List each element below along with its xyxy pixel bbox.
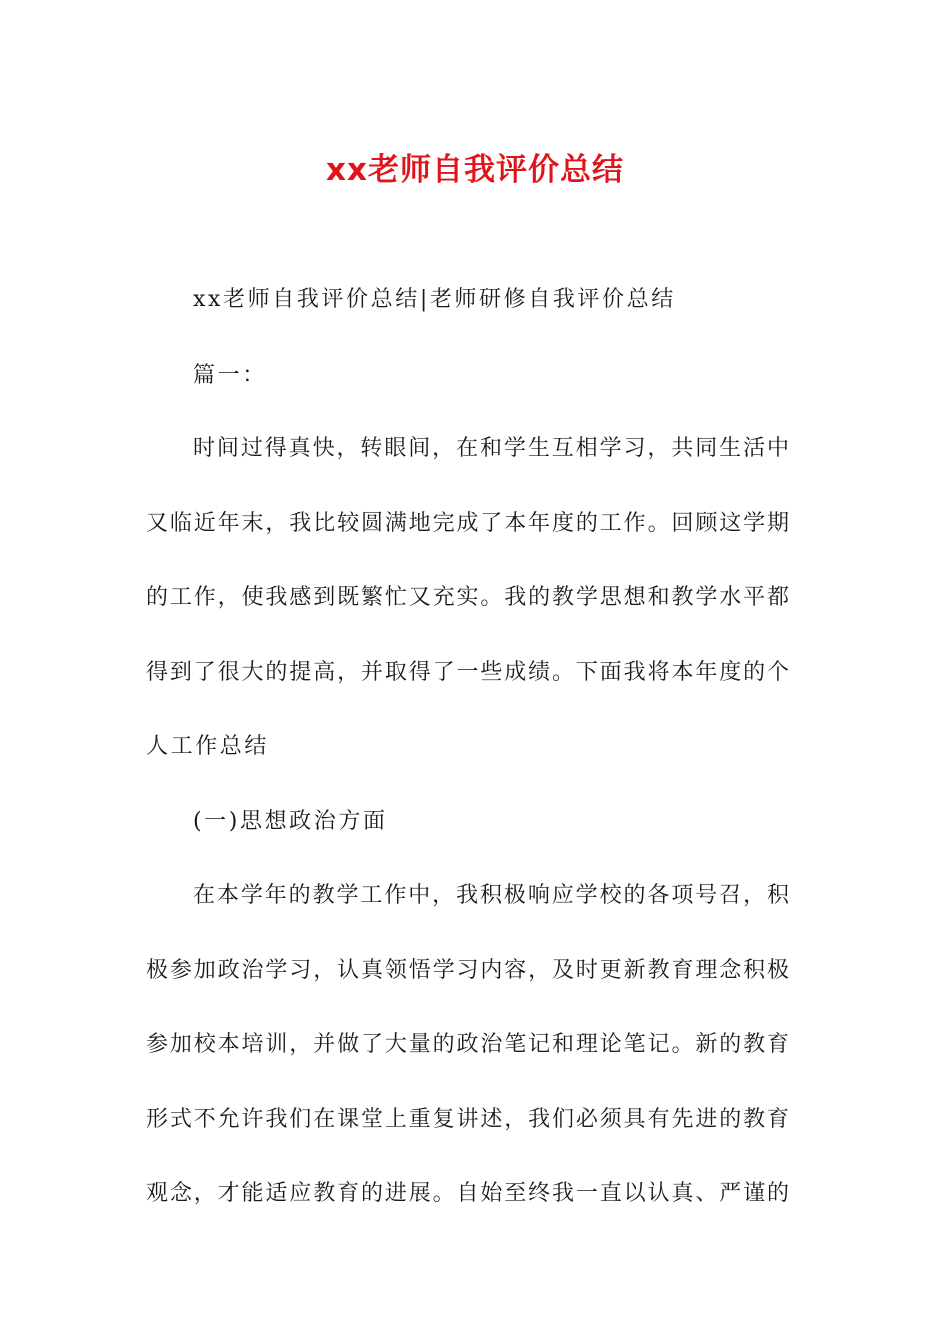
paragraph1-line: 时间过得真快，转眼间，在和学生互相学习，共同生活中 [193, 436, 789, 461]
paragraph2-line: 参加校本培训，并做了大量的政治笔记和理论笔记。新的教育 [146, 1032, 789, 1057]
paragraph1-line: 又临近年末，我比较圆满地完成了本年度的工作。回顾这学期 [146, 511, 789, 536]
section-heading: (一)思想政治方面 [193, 809, 388, 834]
paragraph2-line: 在本学年的教学工作中，我积极响应学校的各项号召，积 [193, 883, 789, 908]
document-subtitle: xx老师自我评价总结|老师研修自我评价总结 [193, 287, 676, 312]
paragraph2-line: 观念，才能适应教育的进展。自始至终我一直以认真、严谨的 [146, 1181, 789, 1206]
paragraph1-line: 得到了很大的提高，并取得了一些成绩。下面我将本年度的个 [146, 660, 789, 685]
paragraph1-line: 人工作总结 [146, 734, 270, 759]
paragraph2-line: 极参加政治学习，认真领悟学习内容，及时更新教育理念积极 [146, 958, 789, 983]
paragraph2-line: 形式不允许我们在课堂上重复讲述，我们必须具有先进的教育 [146, 1107, 789, 1132]
paragraph1-line: 的工作，使我感到既繁忙又充实。我的教学思想和教学水平都 [146, 585, 789, 610]
section-label: 篇一： [193, 363, 267, 388]
document-title: xx老师自我评价总结 [326, 152, 624, 188]
